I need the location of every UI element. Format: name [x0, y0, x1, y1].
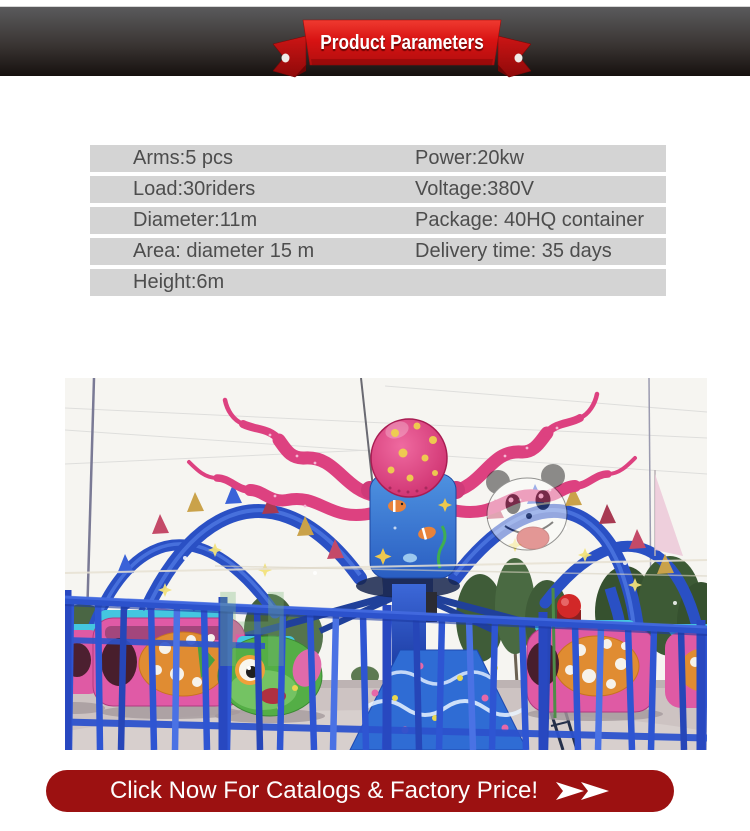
product-photo: [65, 378, 707, 750]
param-arms: Arms:5 pcs: [133, 147, 234, 169]
param-diameter: Diameter:11m: [133, 209, 258, 231]
table-row: [90, 176, 666, 203]
table-row: [90, 145, 666, 172]
green-pole: [553, 588, 555, 718]
param-delivery: Delivery time: 35 days: [415, 240, 612, 262]
watermark-letter: H: [213, 568, 291, 689]
product-parameters-ribbon: [273, 19, 531, 81]
param-load: Load:30riders: [133, 178, 256, 200]
header-bar: [0, 6, 750, 76]
octopus-head: [371, 418, 447, 497]
cta-button[interactable]: [46, 770, 674, 812]
table-row: [90, 238, 666, 265]
table-row: [90, 269, 666, 296]
ribbon-title: [273, 32, 531, 54]
param-power: Power:20kw: [415, 147, 524, 169]
double-right-arrow-icon: [556, 782, 610, 800]
param-height: Height:6m: [133, 271, 225, 293]
octopus-ride-scene: [65, 378, 707, 750]
param-voltage: Voltage:380V: [415, 178, 534, 200]
ribbon-title-text: Product Parameters: [320, 32, 484, 54]
table-row: [90, 207, 666, 234]
param-package: Package: 40HQ container: [415, 209, 645, 231]
cta-label: Click Now For Catalogs & Factory Price!: [109, 777, 539, 804]
product-parameters-table: [90, 145, 666, 300]
param-area: Area: diameter 15 m: [133, 240, 315, 262]
